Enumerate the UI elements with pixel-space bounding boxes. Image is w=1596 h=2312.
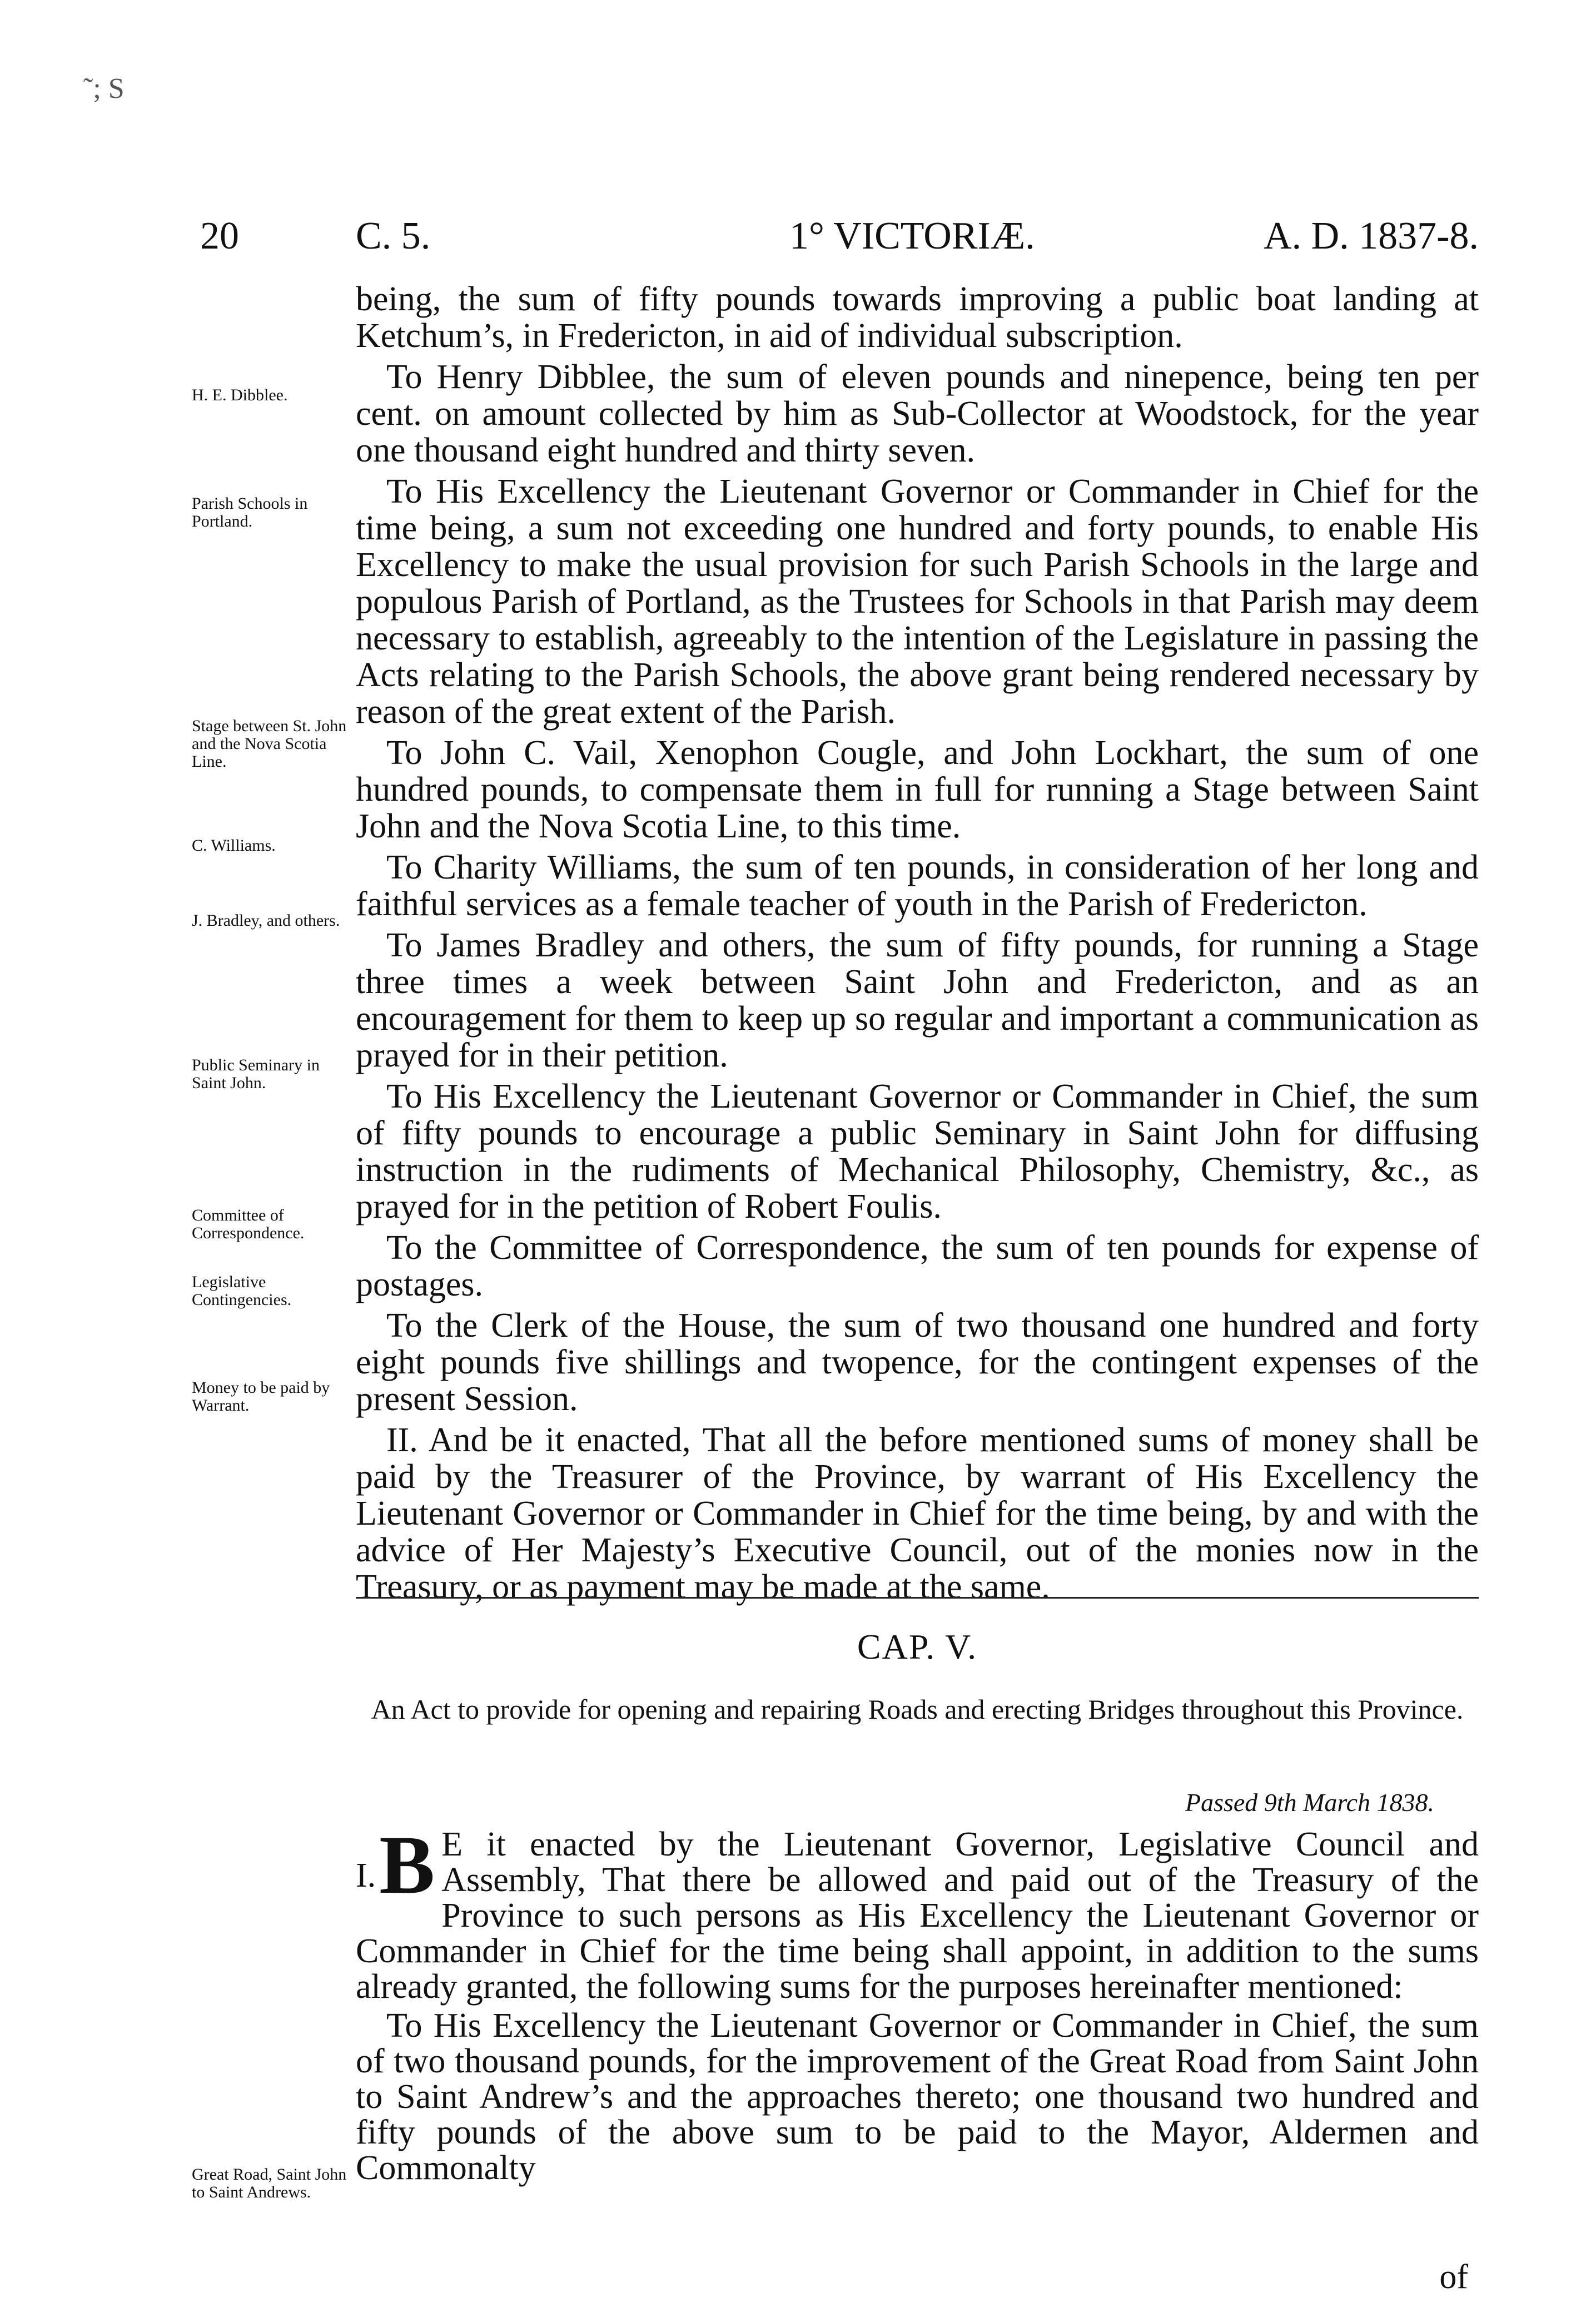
paragraph-great-road: To His Excellency the Lieutenant Governor or Commander in Chief, the sum of two thousand pounds, for the improvement of the Great Road from Saint John to Saint Andrew’s and the approaches thereto; one thousand two hundred and fifty pounds of the above sum to be paid to the Mayor, Aldermen and Commonalty: [356, 2007, 1479, 2187]
paragraph-correspondence: To the Committee of Correspondence, the sum of ten pounds for expense of postages.: [356, 1229, 1479, 1303]
margin-note-contingencies: Legislative Contingencies.: [192, 1273, 292, 1309]
chapter-heading: CAP. V.: [857, 1627, 978, 1666]
page-number: 20: [200, 215, 239, 257]
paragraph-contingencies: To the Clerk of the House, the sum of two thousand one hundred and forty eight pounds five shillings and twopence, for the contingent expenses of the present Session.: [356, 1307, 1479, 1418]
margin-note-bradley: J. Bradley, and others.: [192, 911, 340, 930]
margin-note-correspondence: Committee of Correspondence.: [192, 1206, 305, 1242]
section-divider: [356, 1597, 1479, 1599]
paragraph-parish-schools: To His Excellency the Lieutenant Governor or Commander in Chief for the time being, a sum not exceeding one hundred and forty pounds, to enable His Excellency to make the usual provision for such Parish Schools in the large and populous Parish of Portland, as the Trustees for Schools in that Parish may deem necessary to establish, agreeably to the intention of the Legislature in passing the Acts relating to the Parish Schools, the above grant being rendered necessary by reason of the great extent of the Parish.: [356, 473, 1479, 731]
chapter-label: C. 5.: [356, 215, 431, 257]
act-title: An Act to provide for opening and repairing Roads and erecting Bridges throughout this Province.: [371, 1694, 1464, 1725]
drop-cap: B: [379, 1819, 435, 1911]
reign-label: 1° VICTORIÆ.: [789, 215, 1035, 257]
paragraph-bradley: To James Bradley and others, the sum of fifty pounds, for running a Stage three times a week between Saint John and Fredericton, and as an encouragement for them to keep up so regular and important a communication as prayed for in their petition.: [356, 926, 1479, 1074]
margin-note-warrant: Money to be paid by Warrant.: [192, 1378, 330, 1415]
paragraph-williams: To Charity Williams, the sum of ten pounds, in consideration of her long and faithful services as a female teacher of youth in the Parish of Fredericton.: [356, 849, 1479, 923]
margin-note-williams: C. Williams.: [192, 836, 276, 855]
section-numeral: I.: [356, 1857, 376, 1894]
paragraph-warrant: II. And be it enacted, That all the before mentioned sums of money shall be paid by the Treasurer of the Province, by warrant of His Excellency the Lieutenant Governor or Commander in Chief for the time being, by and with the advice of Her Majesty’s Executive Council, out of the monies now in the Treasury, or as payment may be made at the same.: [356, 1421, 1479, 1606]
margin-note-seminary: Public Seminary in Saint John.: [192, 1056, 320, 1092]
margin-note-dibblee: H. E. Dibblee.: [192, 386, 288, 404]
enacting-text: E it enacted by the Lieutenant Governor, Legislative Council and Assembly, That there be allowed and paid out of the Treasury of the Province to such persons as His Excellency the Lieutenant Governor or Commander in Chief for the time being shall appoint, in addition to the sums already granted, the following sums for the purposes hereinafter mentioned:: [356, 1825, 1479, 2006]
passed-date: Passed 9th March 1838.: [1185, 1788, 1434, 1817]
paragraph-stage-nova-scotia: To John C. Vail, Xenophon Cougle, and John Lockhart, the sum of one hundred pounds, to compensate them in full for running a Stage between Saint John and the Nova Scotia Line, to this time.: [356, 734, 1479, 845]
margin-note-stage-nova-scotia: Stage between St. John and the Nova Scotia Line.: [192, 717, 347, 771]
year-label: A. D. 1837-8.: [1264, 215, 1479, 257]
enacting-clause: [356, 1819, 1479, 2187]
paragraph-boat-landing: being, the sum of fifty pounds towards improving a public boat landing at Ketchum’s, in Fredericton, in aid of individual subscription.: [356, 280, 1479, 355]
page-corner-mark: ˜; S: [83, 73, 125, 105]
paragraph-dibblee: To Henry Dibblee, the sum of eleven pounds and ninepence, being ten per cent. on amount collected by him as Sub-Collector at Woodstock, for the year one thousand eight hundred and thirty seven.: [356, 358, 1479, 469]
margin-note-parish-schools: Parish Schools in Portland.: [192, 494, 308, 530]
body-text: [356, 281, 1479, 1610]
running-head: [200, 214, 1479, 264]
margin-note-great-road: Great Road, Saint John to Saint Andrews.: [192, 2165, 347, 2201]
catchword: of: [1439, 2258, 1468, 2296]
paragraph-seminary: To His Excellency the Lieutenant Governor or Commander in Chief, the sum of fifty pounds to encourage a public Seminary in Saint John for diffusing instruction in the rudiments of Mechanical Philosophy, Chemistry, &c., as prayed for in the petition of Robert Foulis.: [356, 1078, 1479, 1226]
